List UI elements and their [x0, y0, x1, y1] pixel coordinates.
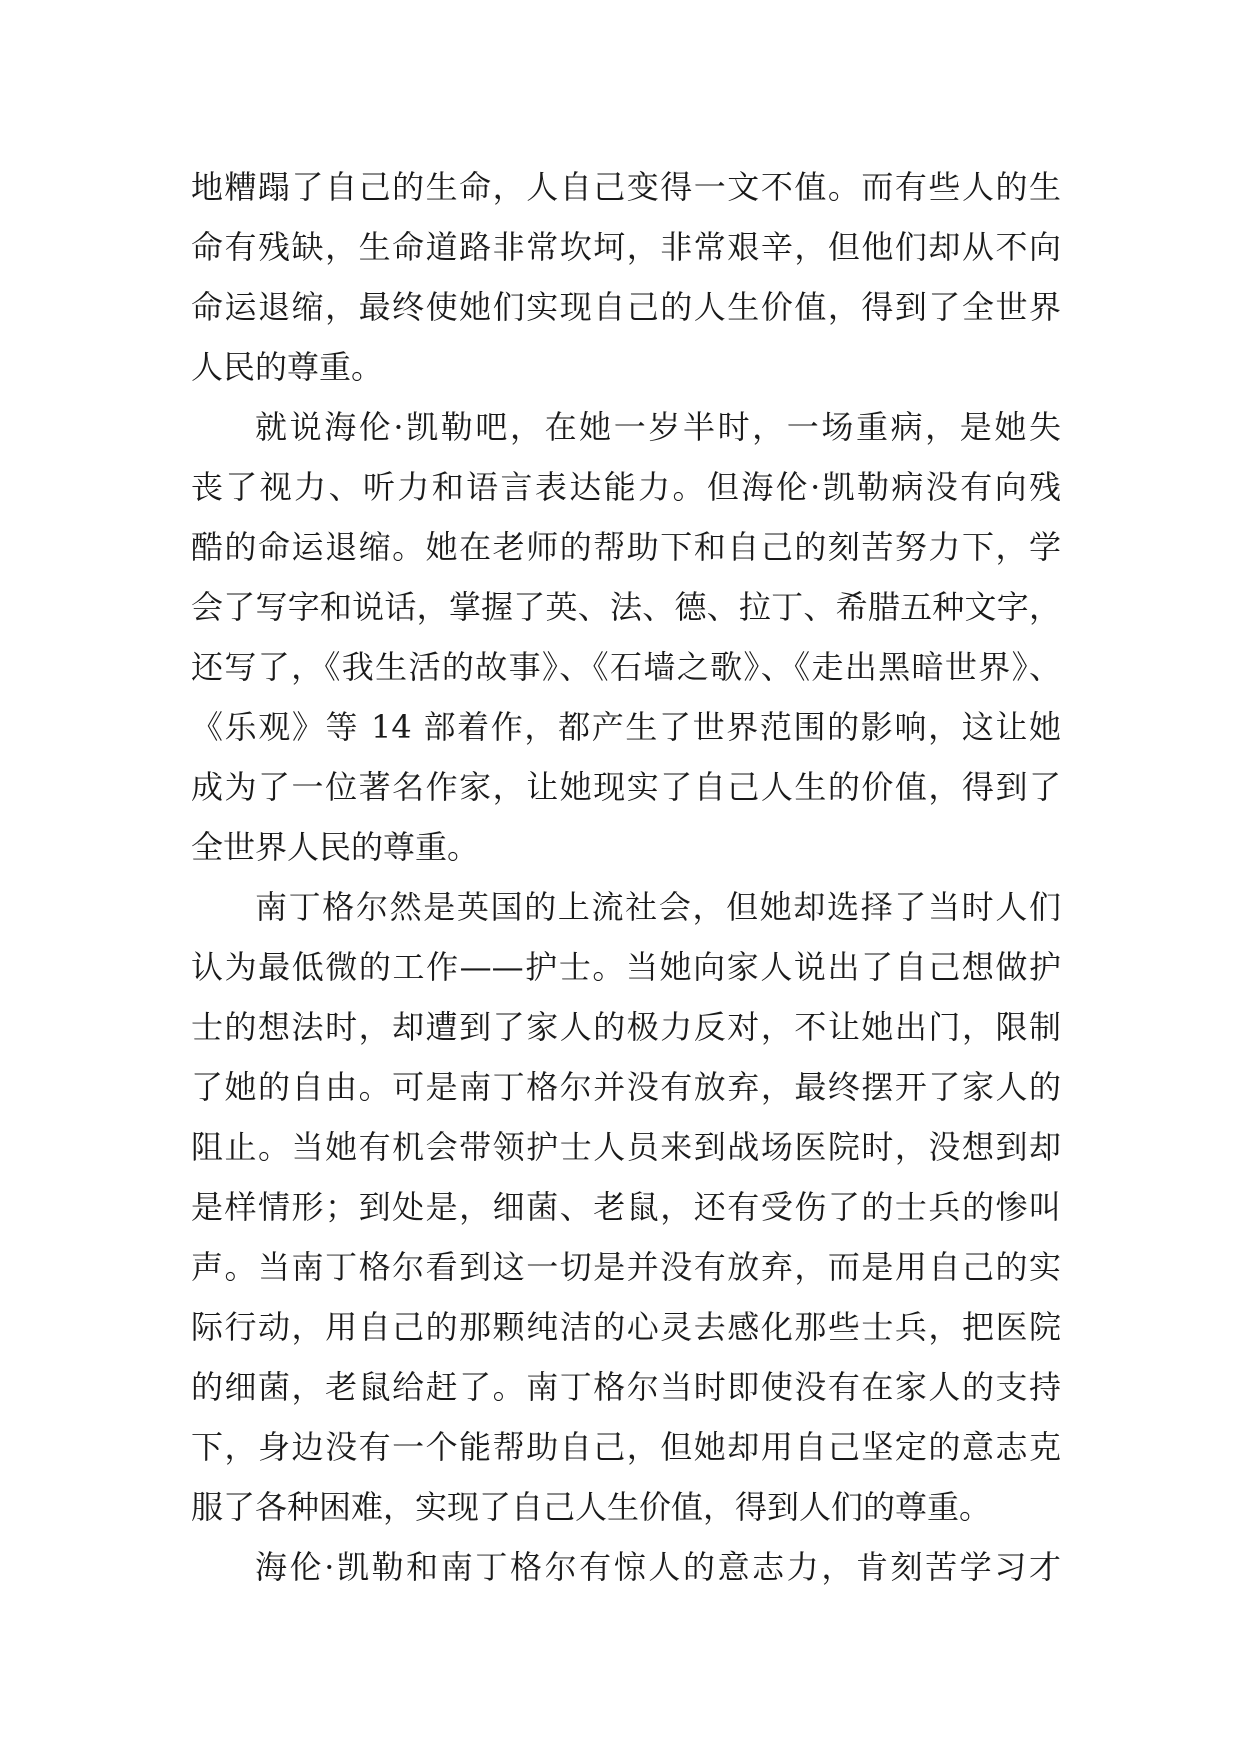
- text-line: 际行动，用自己的那颗纯洁的心灵去感化那些士兵，把医院: [191, 1308, 1061, 1346]
- text-line: 地糟蹋了自己的生命，人自己变得一文不值。而有些人的生: [191, 168, 1061, 206]
- text-line: 命有残缺，生命道路非常坎坷，非常艰辛，但他们却从不向: [191, 228, 1061, 266]
- text-line: 命运退缩，最终使她们实现自己的人生价值，得到了全世界: [191, 288, 1061, 326]
- text-line: 阻止。当她有机会带领护士人员来到战场医院时，没想到却: [191, 1128, 1061, 1166]
- text-line: 酷的命运退缩。她在老师的帮助下和自己的刻苦努力下，学: [191, 528, 1061, 566]
- text-line: 丧了视力、听力和语言表达能力。但海伦·凯勒病没有向残: [191, 468, 1061, 506]
- paragraph-start-line: 就说海伦·凯勒吧，在她一岁半时，一场重病，是她失: [255, 408, 1061, 446]
- text-line: 人民的尊重。: [191, 348, 384, 386]
- text-line: 的细菌，老鼠给赶了。南丁格尔当时即使没有在家人的支持: [191, 1368, 1061, 1406]
- text-line: 认为最低微的工作——护士。当她向家人说出了自己想做护: [191, 948, 1061, 986]
- paragraph-start-line: 海伦·凯勒和南丁格尔有惊人的意志力，肯刻苦学习才: [255, 1548, 1061, 1586]
- text-line: 还写了，《我生活的故事》、《石墙之歌》、《走出黑暗世界》、: [191, 648, 1061, 686]
- text-line: 下，身边没有一个能帮助自己，但她却用自己坚定的意志克: [191, 1428, 1061, 1466]
- paragraph-start-line: 南丁格尔然是英国的上流社会，但她却选择了当时人们: [255, 888, 1061, 926]
- body-text: [191, 157, 1061, 1597]
- text-line: 士的想法时，却遭到了家人的极力反对，不让她出门，限制: [191, 1008, 1061, 1046]
- text-line: 了她的自由。可是南丁格尔并没有放弃，最终摆开了家人的: [191, 1068, 1061, 1106]
- text-line: 是样情形；到处是，细菌、老鼠，还有受伤了的士兵的惨叫: [191, 1188, 1061, 1226]
- text-line: 全世界人民的尊重。: [191, 828, 480, 866]
- text-line: 会了写字和说话，掌握了英、法、德、拉丁、希腊五种文字，: [191, 588, 1061, 626]
- text-line: 《乐观》等 14 部着作，都产生了世界范围的影响，这让她: [191, 708, 1061, 746]
- text-line: 服了各种困难，实现了自己人生价值，得到人们的尊重。: [191, 1488, 992, 1526]
- text-line: 声。当南丁格尔看到这一切是并没有放弃，而是用自己的实: [191, 1248, 1061, 1286]
- text-line: 成为了一位著名作家，让她现实了自己人生的价值，得到了: [191, 768, 1061, 806]
